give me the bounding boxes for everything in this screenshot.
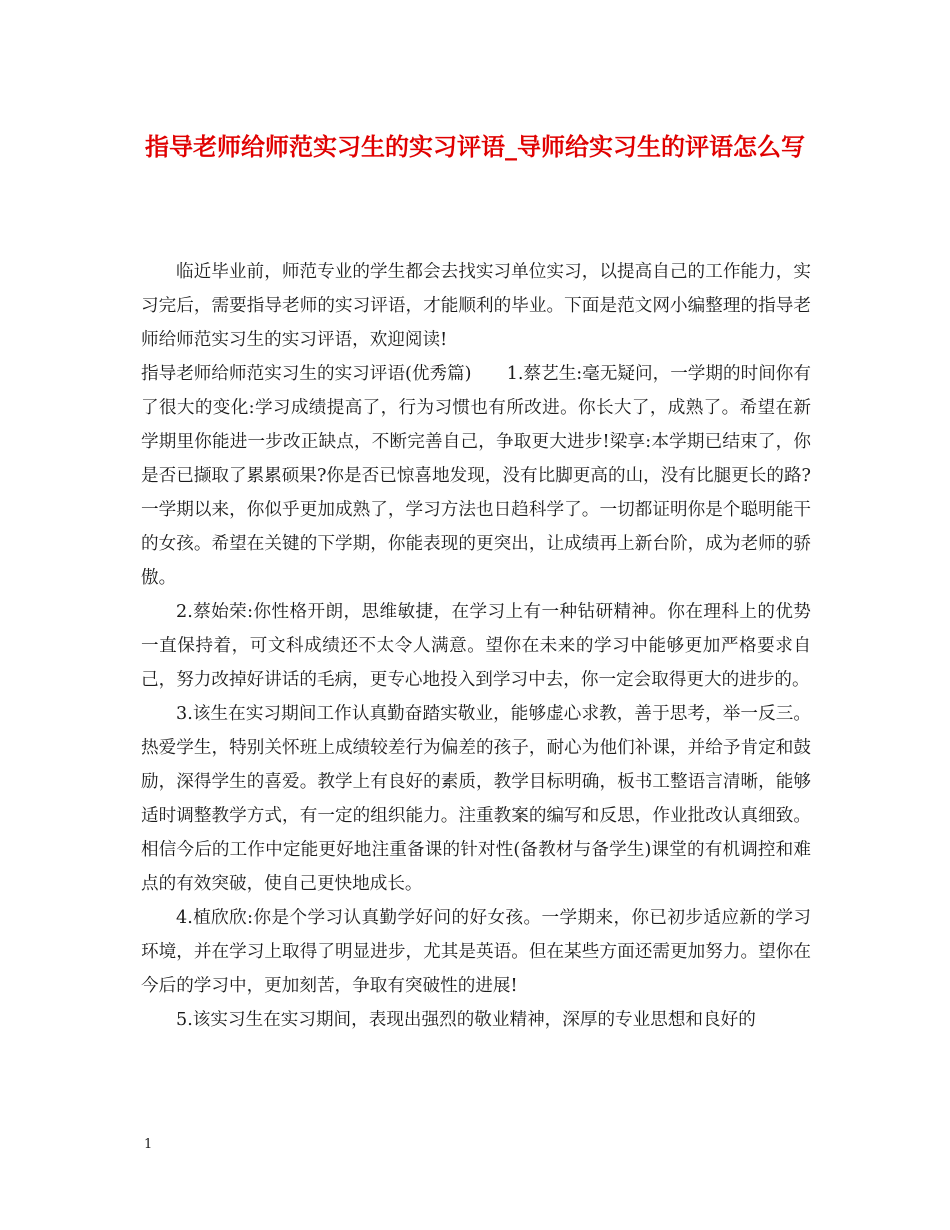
paragraph-item-3: 3.该生在实习期间工作认真勤奋踏实敬业，能够虚心求教，善于思考，举一反三。热爱学生，特别关怀班上成绩较差行为偏差的孩子，耐心为他们补课，并给予肯定和鼓励，深得学生的喜爱。教学上有良好的素质，教学目标明确，板书工整语言清晰，能够适时调整教学方式，有一定的组织能力。注重教案的编写和反思，作业批改认真细致。相信今后的工作中定能更好地注重备课的针对性(备教材与备学生)课堂的有机调控和难点的有效突破，使自己更快地成长。: [141, 704, 811, 894]
paragraph-item-4: 4.植欣欣:你是个学习认真勤学好问的好女孩。一学期来，你已初步适应新的学习环境，并在学习上取得了明显进步，尤其是英语。但在某些方面还需更加努力。望你在今后的学习中，更加刻苦，争取有突破性的进展!: [141, 908, 811, 996]
document-body: [141, 255, 811, 1037]
document-title: 指导老师给师范实习生的实习评语_导师给实习生的评语怎么写: [145, 132, 805, 161]
paragraph-intro: 临近毕业前，师范专业的学生都会去找实习单位实习，以提高自己的工作能力，实习完后，需要指导老师的实习评语，才能顺利的毕业。下面是范文网小编整理的指导老师给师范实习生的实习评语，欢迎阅读!: [141, 262, 811, 350]
paragraph-item-1: 指导老师给师范实习生的实习评语(优秀篇) 1.蔡艺生:毫无疑问，一学期的时间你有了很大的变化:学习成绩提高了，行为习惯也有所改进。你长大了，成熟了。希望在新学期里你能进一步改正缺点，不断完善自己，争取更大进步!梁享:本学期已结束了，你是否已撷取了累累硕果?你是否已惊喜地发现，没有比脚更高的山，没有比腿更长的路?一学期以来，你似乎更加成熟了，学习方法也日趋科学了。一切都证明你是个聪明能干的女孩。希望在关键的下学期，你能表现的更突出，让成绩再上新台阶，成为老师的骄傲。: [141, 364, 811, 588]
paragraph-item-5: 5.该实习生在实习期间，表现出强烈的敬业精神，深厚的专业思想和良好的: [176, 1010, 756, 1030]
page-number: 1: [144, 1137, 153, 1152]
paragraph-item-2: 2.蔡始荣:你性格开朗，思维敏捷，在学习上有一种钻研精神。你在理科上的优势一直保持着，可文科成绩还不太令人满意。望你在未来的学习中能够更加严格要求自己，努力改掉好讲话的毛病，更专心地投入到学习中去，你一定会取得更大的进步的。: [141, 602, 811, 690]
